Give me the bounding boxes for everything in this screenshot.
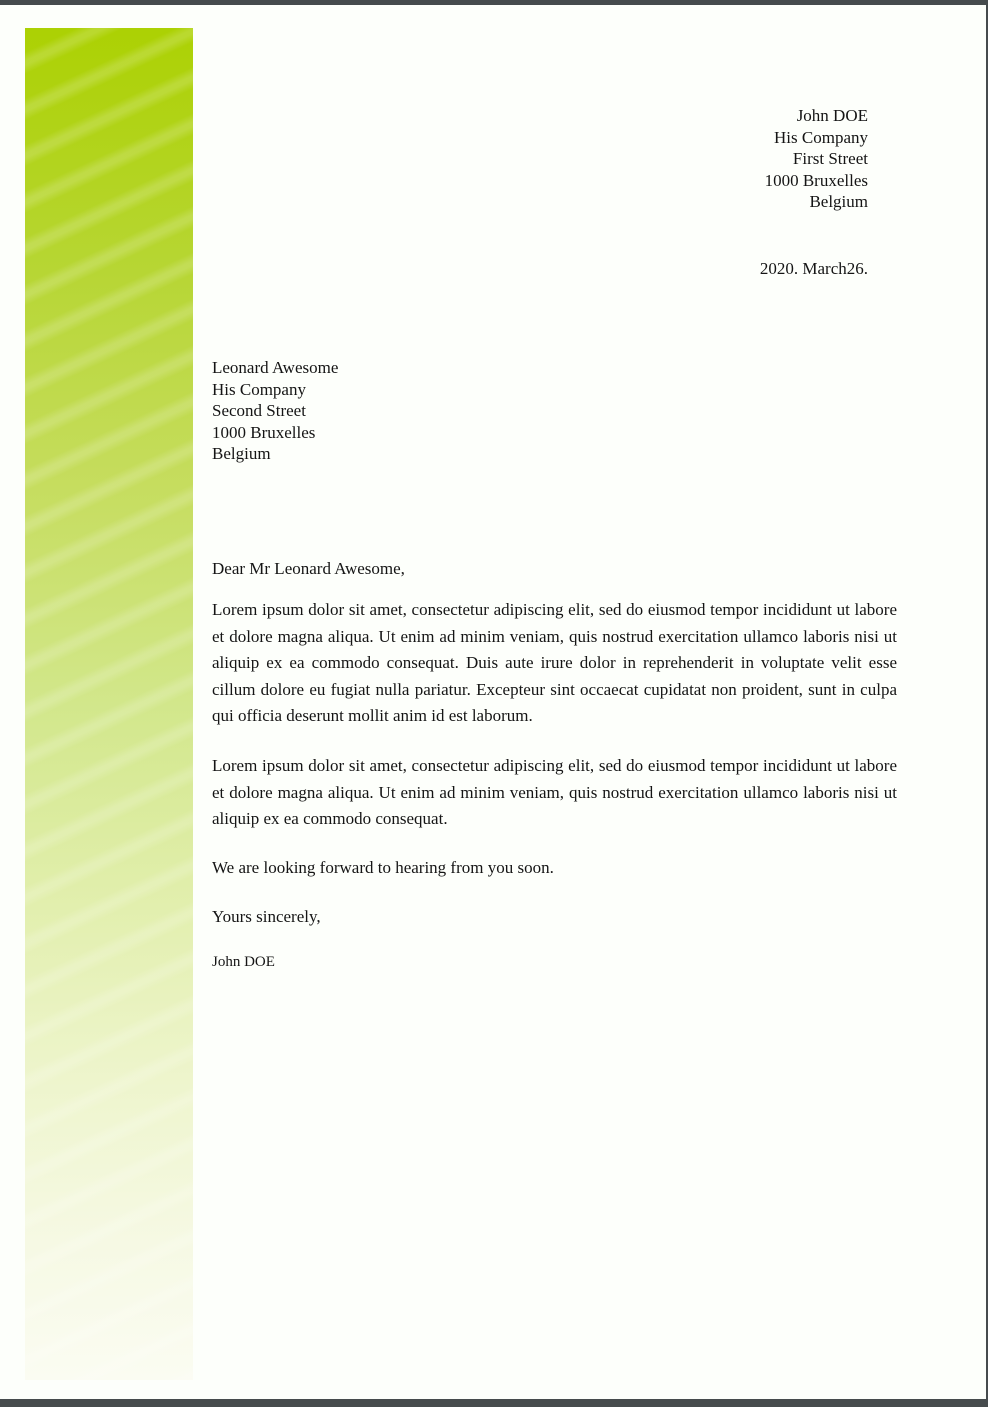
letter-date: 2020. March26. xyxy=(759,259,868,278)
green-gradient-sidebar xyxy=(25,28,193,1380)
sender-city: 1000 Bruxelles xyxy=(764,170,868,190)
sender-country: Belgium xyxy=(809,192,868,211)
sender-company: His Company xyxy=(774,127,868,147)
page-top-border xyxy=(0,0,988,5)
valediction: Yours sincerely, xyxy=(212,907,321,926)
recipient-street: Second Street xyxy=(212,401,306,420)
recipient-company: His Company xyxy=(212,379,306,399)
body-paragraph-1: Lorem ipsum dolor sit amet, consectetur adipiscing elit, sed do eiusmod tempor incididunt ut labore et dolore magna aliqua. Ut enim ad minim veniam, quis nostrud exercitation ullamco laboris nisi ut aliquip ex ea commodo consequat. Duis aute irure dolor in reprehenderit in voluptate velit esse cillum dolore eu fugiat nulla pariatur. Excepteur sint occaecat cupidatat non proident, sunt in culpa qui officia deserunt mollit anim id est laborum. xyxy=(212,600,897,725)
salutation: Dear Mr Leonard Awesome, xyxy=(212,559,405,578)
recipient-address-block xyxy=(212,357,338,465)
signature-name: John DOE xyxy=(212,954,275,970)
sender-name: John DOE xyxy=(796,106,868,125)
sender-street: First Street xyxy=(792,149,868,168)
recipient-country: Belgium xyxy=(212,444,271,463)
body-paragraph-2: Lorem ipsum dolor sit amet, consectetur adipiscing elit, sed do eiusmod tempor incididunt ut labore et dolore magna aliqua. Ut enim ad minim veniam, quis nostrud exercitation ullamco laboris nisi ut aliquip ex ea commodo consequat. xyxy=(212,756,897,828)
sender-address-block xyxy=(765,105,868,213)
closing-line: We are looking forward to hearing from you soon. xyxy=(212,858,554,877)
page-bottom-border xyxy=(0,1399,988,1407)
recipient-city: 1000 Bruxelles xyxy=(212,422,316,442)
recipient-name: Leonard Awesome xyxy=(212,358,339,377)
